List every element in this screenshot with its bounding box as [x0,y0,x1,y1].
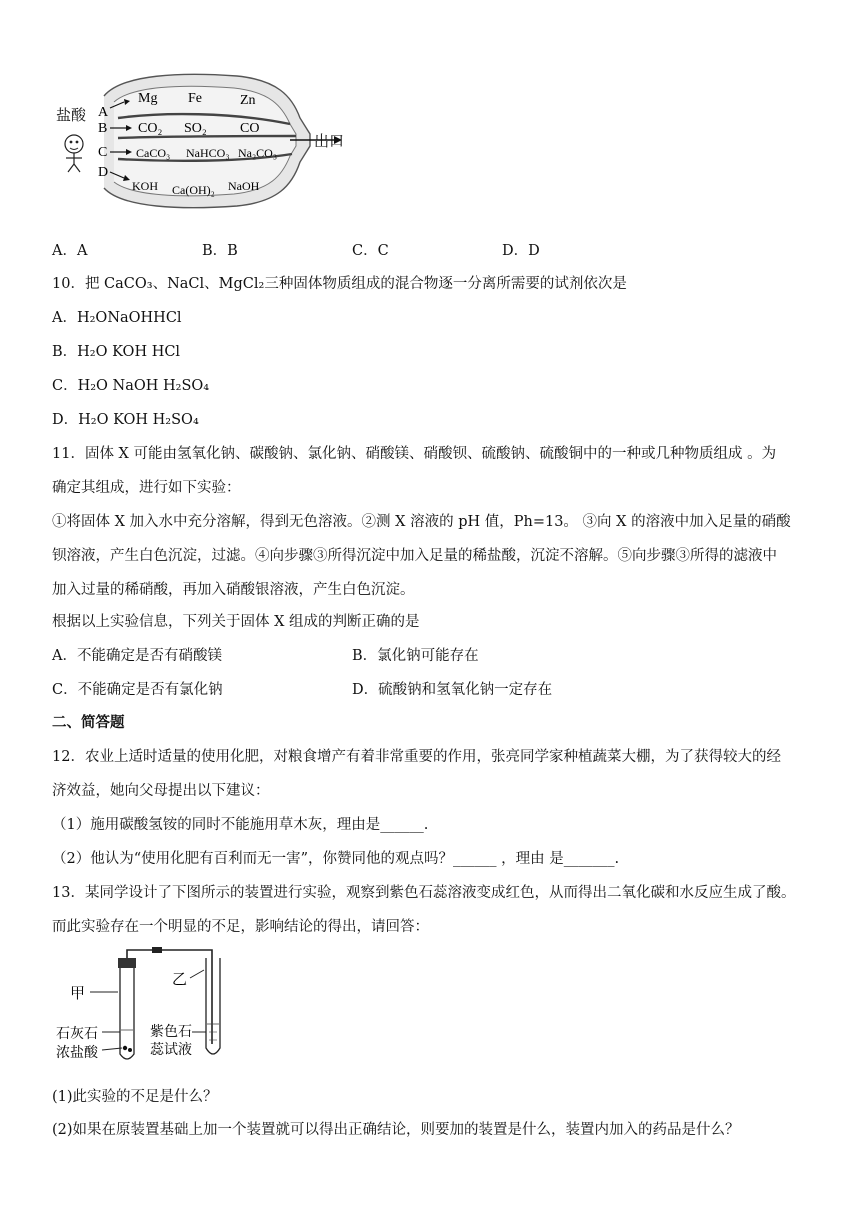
litmus-label-2: 蕊试液 [150,1043,192,1058]
row-b-item-1: CO₂ [138,121,163,136]
q12-line-2: 济效益，她向父母提出以下建议： [52,783,270,799]
row-letter-a: A [98,105,109,120]
q11-line-2: 确定其组成，进行如下实验： [52,480,241,496]
q13-subq-2: (2)如果在原装置基础上加一个装置就可以得出正确结论，则要加的装置是什么，装置内加入的药品是什么？ [52,1122,740,1138]
q10-stem: 10．把 CaCO₃、NaCl、MgCl₂三种固体物质组成的混合物逐一分离所需要的试剂依次是 [52,276,627,292]
q12-subq-2: （2）他认为“使用化肥有百利而无一害”，你赞同他的观点吗？______ ，理由 是_______. [52,851,620,867]
q13-line-2: 而此实验存在一个明显的不足，影响结论的得出，请回答： [52,919,429,935]
q10-option-b[interactable]: B．H₂O KOH HCl [52,344,181,360]
q10-option-a[interactable]: A．H₂ONaOHHCl [52,310,182,326]
row-c-item-1: CaCO₃ [136,146,171,160]
q11-option-b[interactable]: B．氯化钠可能存在 [352,648,479,664]
row-b-item-2: SO₂ [184,121,207,136]
q13-line-1: 13．某同学设计了下图所示的装置进行实验，观察到紫色石蕊溶液变成红色，从而得出二氧化碳和水反应生成了酸。 [52,885,796,901]
row-c-item-3: Na₂CO₃ [238,146,278,160]
q10-option-c[interactable]: C．H₂O NaOH H₂SO₄ [52,378,210,394]
q11-line-1: 11．固体 X 可能由氢氧化钠、碳酸钠、氯化钠、硝酸镁、硝酸钡、硫酸钠、硫酸铜中的一种或几种物质组成 。为 [52,446,777,462]
row-d-item-1: KOH [132,179,158,193]
litmus-label-1: 紫色石 [150,1025,192,1040]
q11-line-4: 钡溶液，产生白色沉淀，过滤。④向步骤③所得沉淀中加入足量的稀盐酸，沉淀不溶解。⑤向步骤③所得的滤液中 [52,548,777,564]
row-b-item-3: CO [240,121,260,136]
row-a-item-2: Fe [188,91,202,106]
row-letter-b: B [98,121,108,136]
tube-yi-label: 乙 [172,972,188,988]
conc-hcl-label: 浓盐酸 [56,1046,98,1061]
row-c-item-2: NaHCO₃ [186,146,230,160]
q12-line-1: 12．农业上适时适量的使用化肥，对粮食增产有着非常重要的作用，张亮同学家种植蔬菜大棚，为了获得较大的经 [52,749,781,765]
row-a-item-3: Zn [240,93,256,108]
q11-option-c[interactable]: C．不能确定是否有氯化钠 [52,682,223,698]
section-title: 二、简答题 [52,714,125,731]
q13-subq-1: (1)此实验的不足是什么？ [52,1089,218,1105]
q9-option-a[interactable]: A．A [52,243,88,259]
q11-option-d[interactable]: D．硫酸钠和氢氧化钠一定存在 [352,682,553,698]
row-d-item-2: Ca(OH)₂ [172,183,215,197]
reaction-channel-figure [52,66,352,216]
q11-line-5: 加入过量的稀硝酸，再加入硝酸银溶液，产生白色沉淀。 [52,582,415,598]
q12-subq-1: （1）施用碳酸氢铵的同时不能施用草木灰，理由是______. [52,817,429,833]
row-letter-c: C [98,145,108,160]
q9-option-c[interactable]: C．C [352,243,389,259]
q9-option-d[interactable]: D．D [502,243,540,259]
row-letter-d: D [98,165,109,180]
q11-option-a[interactable]: A．不能确定是否有硝酸镁 [52,648,222,664]
q11-line-6: 根据以上实验信息，下列关于固体 X 组成的判断正确的是 [52,614,420,630]
q9-option-b[interactable]: B．B [202,243,238,259]
limestone-label: 石灰石 [56,1027,98,1042]
tube-jia-label: 甲 [70,986,86,1002]
outlet-label: 出口 [314,134,345,150]
row-a-item-1: Mg [138,91,158,106]
q11-line-3: ①将固体 X 加入水中充分溶解，得到无色溶液。②测 X 溶液的 pH 值，Ph=13。 ③向 X 的溶液中加入足量的硝酸 [52,514,791,530]
apparatus-figure [52,944,252,1074]
acid-label: 盐酸 [56,108,87,124]
stopper-icon [118,958,136,968]
q10-option-d[interactable]: D．H₂O KOH H₂SO₄ [52,412,199,428]
row-d-item-3: NaOH [228,179,260,193]
